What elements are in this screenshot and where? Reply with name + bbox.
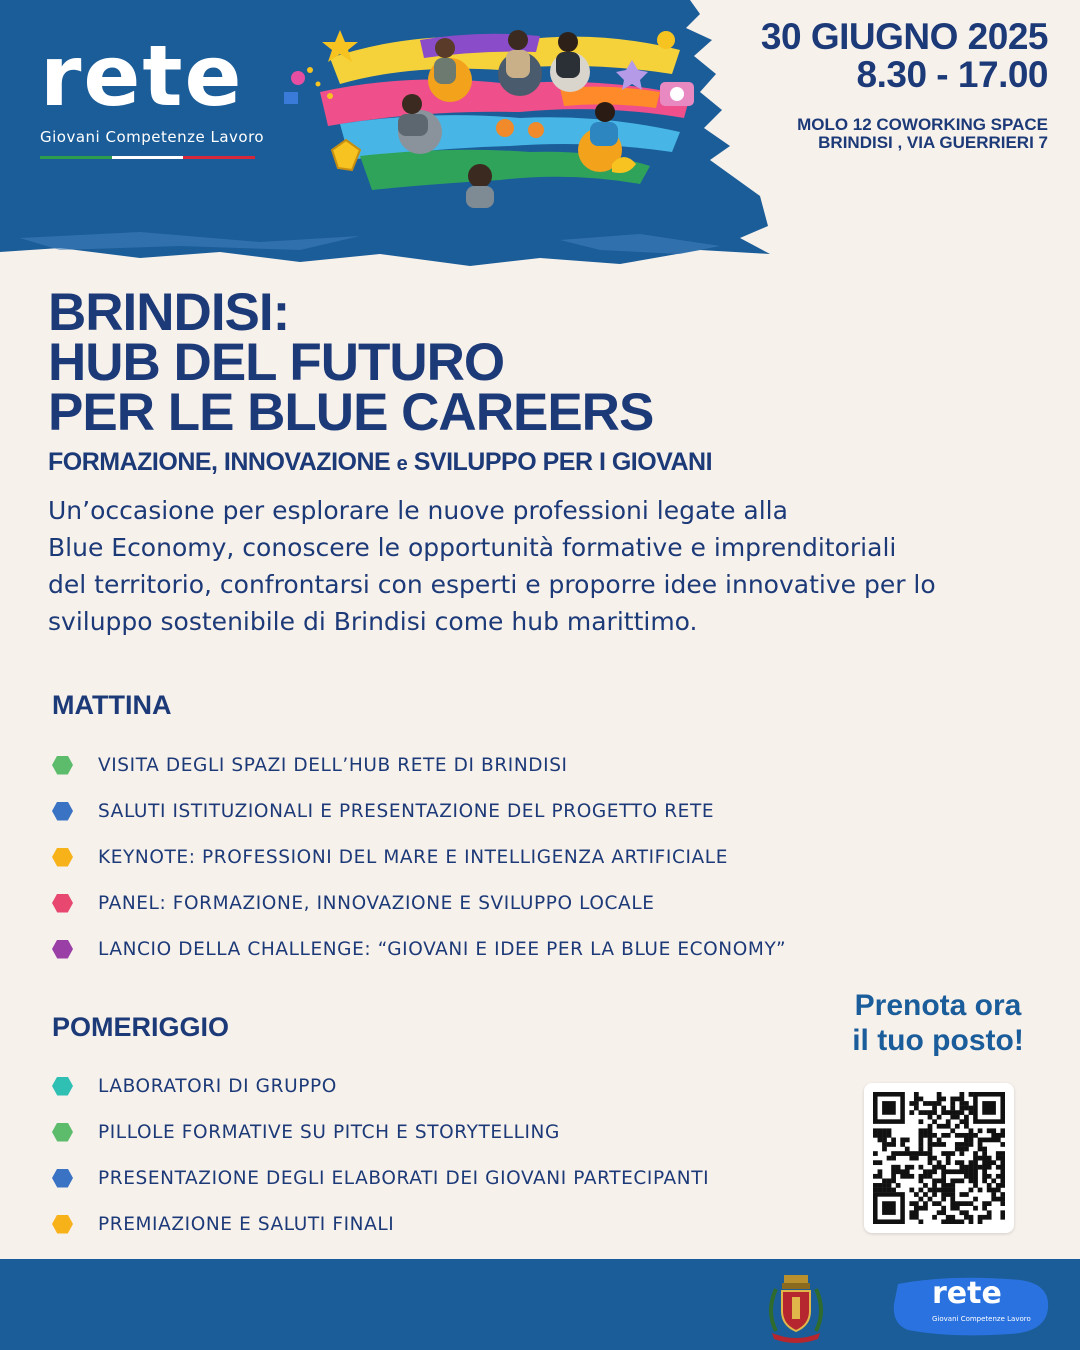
footer-logo-tagline: Giovani Competenze Lavoro bbox=[932, 1315, 1031, 1323]
agenda-item-label: PREMIAZIONE E SALUTI FINALI bbox=[98, 1213, 395, 1235]
booking-line-1: Prenota ora bbox=[854, 989, 1022, 1022]
morning-section-title: MATTINA bbox=[52, 690, 172, 720]
hexagon-bullet-icon bbox=[52, 1123, 73, 1142]
qr-code[interactable] bbox=[864, 1083, 1014, 1233]
logo-tagline: Giovani Competenze Lavoro bbox=[40, 128, 265, 146]
agenda-item-label: LABORATORI DI GRUPPO bbox=[98, 1075, 337, 1097]
municipal-crest-icon bbox=[762, 1271, 830, 1343]
intro-line-3: del territorio, confrontarsi con esperti e proporre idee innovative per lo bbox=[48, 570, 936, 599]
event-venue: MOLO 12 COWORKING SPACE bbox=[797, 115, 1048, 134]
agenda-item-label: PILLOLE FORMATIVE SU PITCH E STORYTELLING bbox=[98, 1121, 560, 1143]
hexagon-bullet-icon bbox=[52, 848, 73, 867]
booking-call-to-action bbox=[830, 988, 1046, 1058]
agenda-item bbox=[52, 937, 786, 961]
agenda-item-label: PRESENTAZIONE DEGLI ELABORATI DEI GIOVANI PARTECIPANTI bbox=[98, 1167, 710, 1189]
title-line-2: HUB DEL FUTURO bbox=[48, 333, 505, 392]
intro-line-1: Un’occasione per esplorare le nuove professioni legate alla bbox=[48, 496, 788, 525]
subtitle-part-1: FORMAZIONE, INNOVAZIONE bbox=[48, 448, 397, 476]
hexagon-bullet-icon bbox=[52, 802, 73, 821]
hexagon-bullet-icon bbox=[52, 1077, 73, 1096]
hexagon-bullet-icon bbox=[52, 1215, 73, 1234]
agenda-item bbox=[52, 891, 655, 915]
agenda-item bbox=[52, 845, 728, 869]
agenda-item bbox=[52, 1120, 560, 1144]
event-time: 8.30 - 17.00 bbox=[856, 54, 1048, 95]
agenda-item-label: KEYNOTE: PROFESSIONI DEL MARE E INTELLIGENZA ARTIFICIALE bbox=[98, 846, 729, 868]
logo-wordmark: rete bbox=[40, 27, 244, 125]
subtitle-part-2: SVILUPPO PER I GIOVANI bbox=[407, 448, 713, 476]
page-title bbox=[48, 283, 654, 442]
agenda-item-label: LANCIO DELLA CHALLENGE: “GIOVANI E IDEE PER LA BLUE ECONOMY” bbox=[98, 938, 787, 960]
page-subtitle bbox=[48, 448, 712, 477]
hexagon-bullet-icon bbox=[52, 1169, 73, 1188]
agenda-item bbox=[52, 1166, 709, 1190]
agenda-item bbox=[52, 1074, 337, 1098]
hexagon-bullet-icon bbox=[52, 940, 73, 959]
event-address: BRINDISI , VIA GUERRIERI 7 bbox=[818, 133, 1048, 152]
qr-code-icon bbox=[873, 1092, 1005, 1224]
agenda-item-label: PANEL: FORMAZIONE, INNOVAZIONE E SVILUPPO LOCALE bbox=[98, 892, 655, 914]
hexagon-bullet-icon bbox=[52, 894, 73, 913]
intro-paragraph bbox=[48, 492, 988, 640]
subtitle-and: e bbox=[396, 453, 408, 475]
intro-line-4: sviluppo sostenibile di Brindisi come hub marittimo. bbox=[48, 607, 698, 636]
italian-flag-stripe bbox=[40, 156, 255, 159]
agenda-item bbox=[52, 799, 714, 823]
footer-logo-wordmark: rete bbox=[932, 1276, 1002, 1311]
agenda-item bbox=[52, 1212, 394, 1236]
title-line-3: PER LE BLUE CAREERS bbox=[48, 383, 654, 442]
agenda-item bbox=[52, 753, 568, 777]
rete-logo bbox=[40, 27, 265, 159]
agenda-item-label: VISITA DEGLI SPAZI DELL’HUB RETE DI BRINDISI bbox=[98, 754, 568, 776]
event-date: 30 GIUGNO 2025 bbox=[760, 16, 1048, 57]
agenda-item-label: SALUTI ISTITUZIONALI E PRESENTAZIONE DEL PROGETTO RETE bbox=[98, 800, 715, 822]
event-date-time bbox=[761, 18, 1048, 94]
afternoon-section-title: POMERIGGIO bbox=[52, 1012, 230, 1042]
event-location bbox=[797, 116, 1048, 152]
booking-line-2: il tuo posto! bbox=[852, 1024, 1024, 1057]
intro-line-2: Blue Economy, conoscere le opportunità formative e imprenditoriali bbox=[48, 533, 897, 562]
footer-rete-logo bbox=[890, 1274, 1052, 1338]
title-line-1: BRINDISI: bbox=[48, 283, 290, 342]
hexagon-bullet-icon bbox=[52, 756, 73, 775]
